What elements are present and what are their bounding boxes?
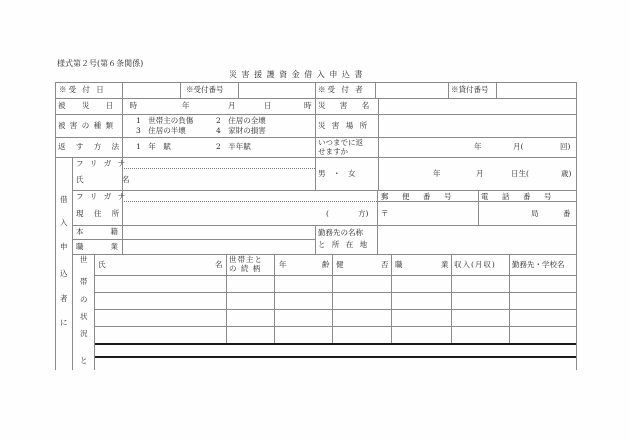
hour-label: 時	[304, 101, 312, 110]
address-furigana-field[interactable]	[123, 191, 376, 201]
form-number: 様式第２号(第６条関係)	[57, 59, 144, 68]
domicile-label: 本 籍	[76, 227, 122, 236]
received-number-label: ※受付番号	[186, 85, 224, 94]
repay-times-label: 回)	[560, 142, 571, 151]
repay-option-1[interactable]: 1 年 賦	[136, 142, 171, 151]
col-health-right: 否	[381, 260, 389, 269]
workplace-label-1: 勤務先の名称	[318, 228, 363, 237]
household-side-4: 状	[80, 312, 88, 321]
col-job-right: 業	[441, 260, 449, 269]
damage-option-4[interactable]: 4 家財の損害	[216, 126, 266, 135]
repay-method-label: 返 す 方 法	[58, 142, 124, 151]
repay-until-field[interactable]	[379, 138, 575, 156]
sex-label[interactable]: 男 ・ 女	[318, 169, 356, 178]
household-row-3[interactable]	[95, 310, 575, 325]
col-job-left: 職	[395, 260, 403, 269]
until-when-label-2: せますか	[318, 147, 348, 156]
col-relation-1: 世帯主と	[229, 255, 263, 264]
birth-year-label: 年	[433, 169, 441, 178]
address-field[interactable]	[123, 202, 376, 224]
disaster-datetime-label: 被 災 日 時	[58, 101, 145, 110]
received-number-field[interactable]	[239, 83, 314, 97]
received-date-label: ※受 付 日	[59, 85, 106, 94]
loan-number-label: ※貸付番号	[451, 85, 489, 94]
occupation-field[interactable]	[123, 240, 314, 253]
exchange-label: 局	[531, 209, 539, 218]
postal-code-field[interactable]	[388, 202, 477, 224]
received-date-field[interactable]	[123, 83, 179, 97]
repay-option-2[interactable]: 2 半年賦	[216, 142, 251, 151]
receiver-field[interactable]	[376, 83, 447, 97]
receiver-label: ※受 付 者	[318, 85, 365, 94]
birth-month-label: 月	[476, 169, 484, 178]
postal-mark: 〒	[381, 209, 389, 218]
disaster-name-field[interactable]	[379, 99, 575, 113]
name-field[interactable]	[123, 169, 314, 189]
until-when-label-1: いつまでに返	[318, 138, 363, 147]
damage-option-2[interactable]: 2 住居の全壊	[216, 116, 266, 125]
col-age-left: 年	[279, 260, 287, 269]
applicant-side-4: 込	[60, 269, 68, 278]
damage-type-label: 被 害 の 種 類	[58, 121, 115, 130]
workplace-label-2: と 所 在 地	[318, 240, 370, 249]
domicile-field[interactable]	[123, 226, 314, 238]
birthdate-field[interactable]	[379, 158, 575, 189]
disaster-place-field[interactable]	[379, 115, 575, 136]
phone-field[interactable]	[479, 202, 575, 224]
phone-header: 電 話 番 号	[481, 192, 555, 201]
household-side-6: と	[80, 356, 88, 365]
applicant-side-5: 者	[60, 294, 68, 303]
birth-day-label: 日生(	[511, 169, 529, 178]
year-label: 年	[182, 101, 190, 110]
col-school: 勤務先・学校名	[512, 260, 565, 269]
household-row-4[interactable]	[95, 327, 575, 342]
col-relation-2: の 続 柄	[229, 264, 262, 273]
applicant-side-6: に	[60, 318, 68, 327]
applicant-side-2: 入	[60, 218, 68, 227]
loan-number-field[interactable]	[497, 83, 575, 97]
furigana-label: フ リ ガ ナ	[76, 159, 128, 168]
form-title: 災 害 援 護 資 金 借 入 申 込 書	[229, 70, 364, 79]
care-of-close: 方)	[358, 209, 369, 218]
col-name-left: 氏	[98, 260, 106, 269]
col-name-right: 名	[215, 260, 223, 269]
occupation-label: 職 業	[76, 242, 122, 251]
applicant-side-1: 借	[60, 195, 68, 204]
disaster-place-label: 災 害 場 所	[318, 121, 370, 130]
postal-header: 郵 便 番 号	[381, 192, 455, 201]
col-age-right: 齢	[322, 260, 330, 269]
repay-year-label: 年	[474, 142, 482, 151]
household-extra-row[interactable]	[95, 346, 575, 355]
applicant-side-3: 申	[60, 242, 68, 251]
number-label: 番	[563, 209, 571, 218]
workplace-field[interactable]	[378, 226, 575, 253]
address-label: 現 住 所	[76, 209, 124, 218]
repay-month-label: 月(	[513, 142, 524, 151]
furigana-field[interactable]	[123, 158, 314, 168]
household-side-1: 世	[80, 255, 88, 264]
name-label: 氏 名	[76, 175, 134, 184]
month-label: 月	[228, 101, 236, 110]
household-row-2[interactable]	[95, 293, 575, 308]
furigana2-label: フ リ ガ ナ	[76, 192, 128, 201]
damage-option-1[interactable]: 1 世帯主の負傷	[136, 116, 194, 125]
day-label: 日	[264, 101, 272, 110]
household-side-5: 況	[80, 329, 88, 338]
care-of-open: (	[326, 209, 329, 218]
disaster-name-label: 災 害 名	[318, 101, 376, 110]
col-income: 収入(月収)	[454, 260, 496, 269]
household-side-2: 帯	[80, 277, 88, 286]
col-health-left: 健	[336, 260, 344, 269]
age-label: 歳)	[561, 169, 572, 178]
damage-option-3[interactable]: 3 住居の半壊	[136, 126, 186, 135]
disaster-datetime-field[interactable]	[123, 99, 314, 113]
household-side-3: の	[80, 295, 88, 304]
household-row-1[interactable]	[95, 276, 575, 291]
